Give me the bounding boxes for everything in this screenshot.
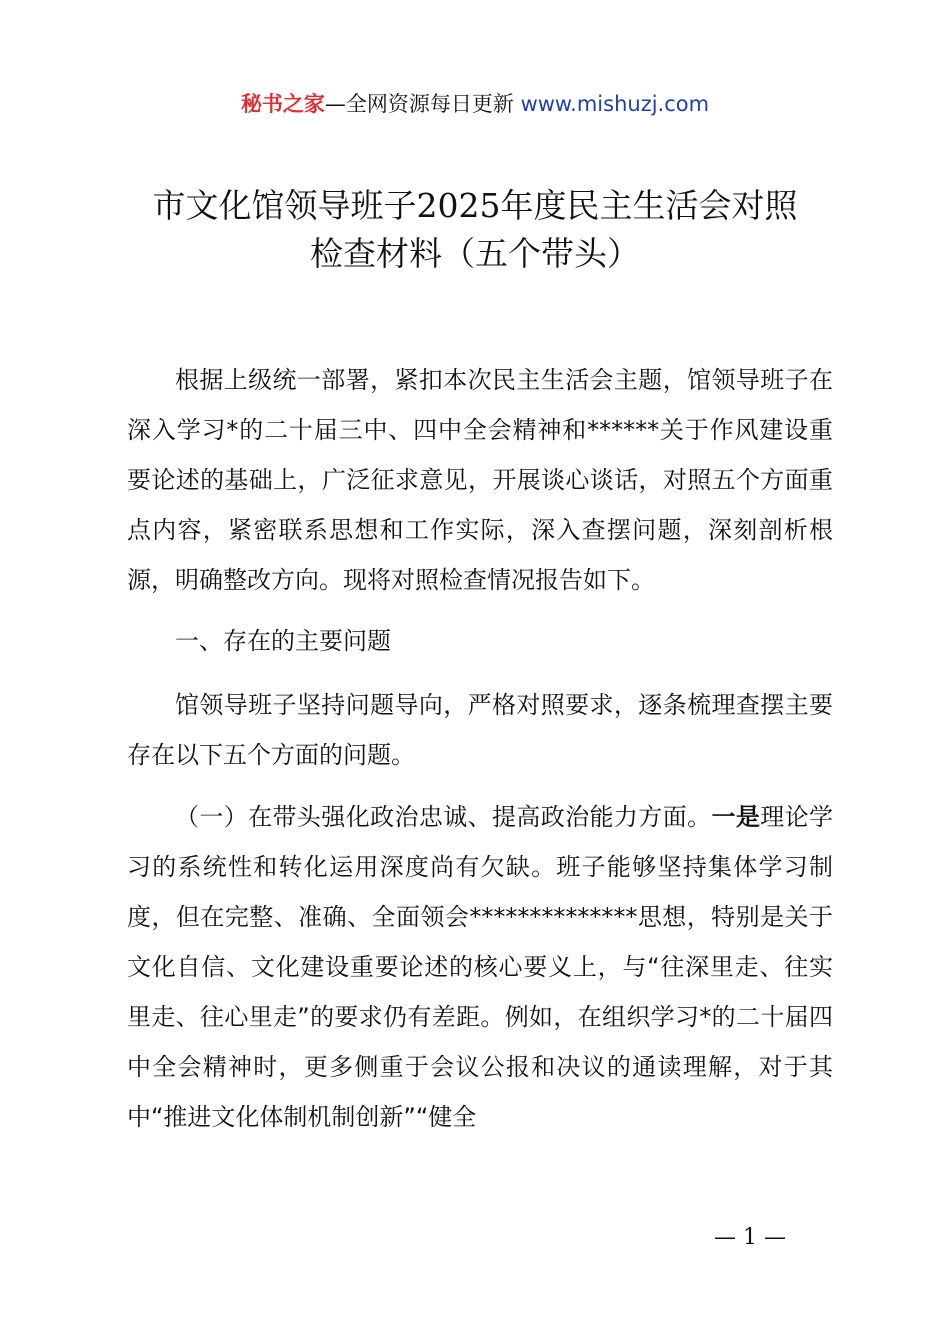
section-heading: 一、存在的主要问题 (175, 627, 391, 655)
item-bold-lead: 一是 (711, 803, 761, 831)
site-slogan: —全网资源每日更新 (324, 92, 521, 116)
item-body-text: 理论学习的系统性和转化运用深度尚有欠缺。班子能够坚持集体学习制度，但在完整、准确、全面领会**************思想，特别是关于文化自信、文化建设重要论述的核心要义上，与“往深里走、往实里走、往心里走”的要求仍有差距。例如，在组织学习*的二十届四中全会精神时，更多侧重于会议公报和决议的通读理解，对于其中“推进文化体制机制创新”“健全 (127, 803, 834, 1131)
section-intro-paragraph: 馆领导班子坚持问题导向，严格对照要求，逐条梳理查摆主要存在以下五个方面的问题。 (127, 691, 833, 769)
site-brand: 秘书之家 (240, 92, 325, 116)
title-line-1: 市文化馆领导班子2025年度民主生活会对照 (152, 186, 798, 225)
item-heading: （一）在带头强化政治忠诚、提高政治能力方面。 (175, 803, 712, 831)
page-number: — 1 — (714, 1225, 786, 1250)
intro-paragraph: 根据上级统一部署，紧扣本次民主生活会主题，馆领导班子在深入学习*的二十届三中、四中全会精神和******关于作风建设重要论述的基础上，广泛征求意见，开展谈心谈话，对照五个方面重点内容，紧密联系思想和工作实际，深入查摆问题，深刻剖析根源，明确整改方向。现将对照检查情况报告如下。 (127, 366, 833, 594)
site-header (0, 88, 950, 120)
title-line-2: 检查材料（五个带头） (310, 234, 640, 273)
document-title (0, 182, 950, 278)
site-url-link[interactable]: www.mishuzj.com (520, 92, 710, 116)
item-paragraph (127, 792, 833, 1142)
